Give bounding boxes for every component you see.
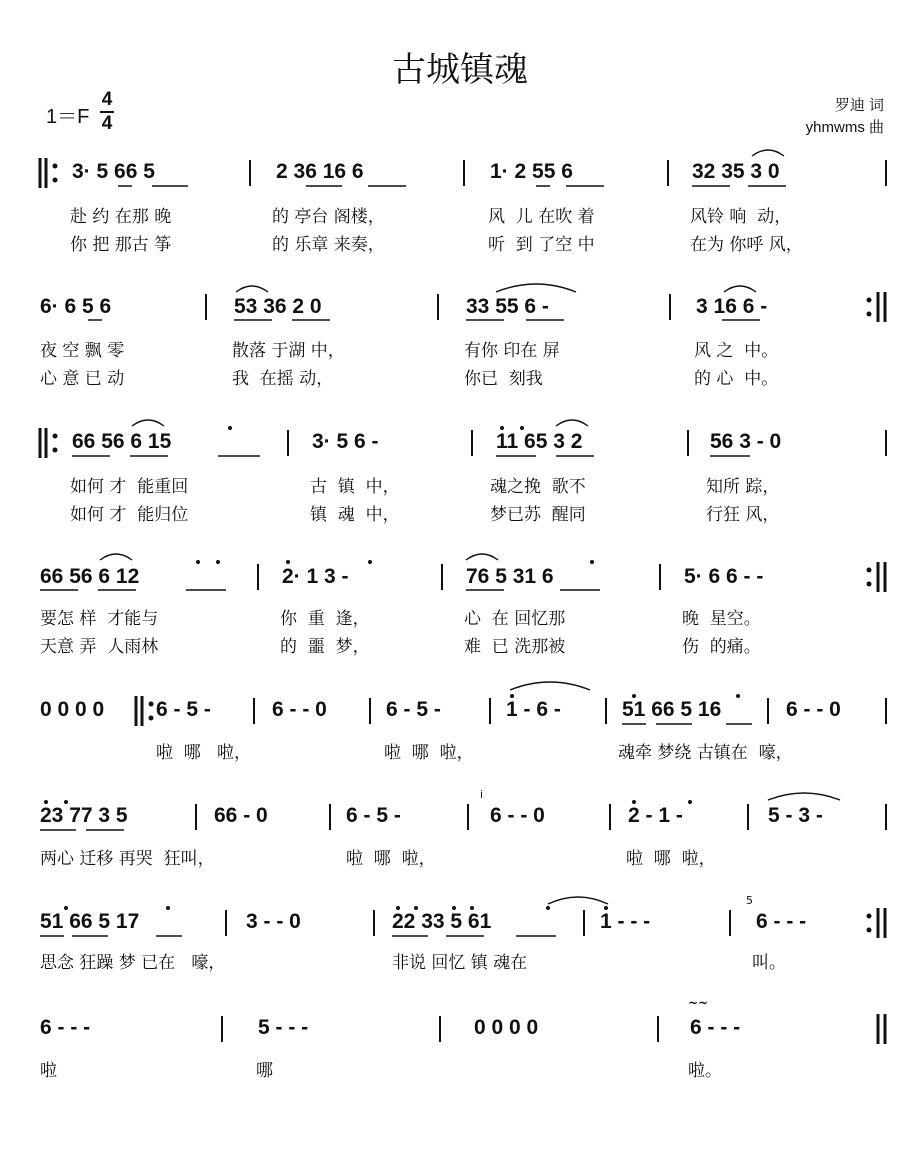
lyric: 哪 [256,1061,273,1081]
lyric: 如何 才 能重回 [70,477,189,497]
measure-25: 66 - 0 [214,804,268,827]
measure-13: 66 56 6 12 [40,565,140,588]
song-title: 古城镇魂 [392,50,528,90]
measure-12: 56 3 - 0 [710,430,782,453]
measure-21: 1 - 6 - [506,698,561,721]
lyric: 天意 弄 人雨林 [40,637,159,657]
measure-35: 6 - - - [40,1016,91,1039]
lyric: 的 噩 梦， [280,637,370,657]
lyricist-credit: 罗迪 词 [834,97,884,114]
measure-10: 3· 5 6 - [312,430,379,453]
measure-14: 2· 1 3 - [282,565,349,588]
lyric: 魂牵 梦绕 古镇在 嚎， [618,743,793,763]
measure-11: 11 65 3 2 [496,430,583,453]
measure-17: 0 0 0 0 [40,698,105,721]
lyric: 镇 魂 中， [310,505,400,525]
measure-4: 32 35 3 0 [692,160,780,183]
lyric: 啦 哪 啦， [346,849,436,869]
measure-32: 22 33 5 61 [392,910,492,933]
key-signature: 1＝F [46,106,90,128]
lyric: 心 在 回忆那 [464,609,566,629]
lyric: 你已 刻我 [464,369,543,389]
lyric: 两心 迁移 再哭 狂叫， [40,849,215,869]
measure-15: 76 5 31 6 [466,565,554,588]
measure-2: 2 36 16 6 [276,160,364,183]
lyric: 风 儿 在吹 着 [488,207,595,227]
measure-31: 3 - - 0 [246,910,301,933]
lyric: 行狂 风， [706,505,780,525]
lyric: 你 把 那古 筝 [70,235,172,255]
measure-33: 1 - - - [600,910,651,933]
lyric: 古 镇 中， [310,477,400,497]
lyric: 啦 哪 啦， [384,743,474,763]
measure-19: 6 - - 0 [272,698,327,721]
lyric: 魂之挽 歌不 [490,477,586,497]
measure-5: 6· 6 5 6 [40,295,112,318]
lyric: 赴 约 在那 晚 [70,207,172,227]
lyric: 听 到 了空 中 [488,235,595,255]
lyric: 你 重 逢， [280,609,370,629]
lyric: 啦。 [688,1061,722,1081]
lyric: 夜 空 飘 零 [40,341,125,361]
measure-23: 6 - - 0 [786,698,841,721]
lyric: 风 之 中。 [694,341,779,361]
measure-6: 53 36 2 0 [234,295,322,318]
measure-36: 5 - - - [258,1016,309,1039]
lyric: 散落 于湖 中， [232,341,345,361]
measure-29: 5 - 3 - [768,804,823,827]
measure-30: 51 66 5 17 [40,910,140,933]
lyric: 啦 [40,1061,57,1081]
time-sig-top: 4 [101,89,113,110]
grace-note: i [480,788,484,801]
lyric: 非说 回忆 镇 魂在 [392,953,528,973]
measure-27: 6 - - 0 [490,804,545,827]
lyric: 要怎 样 才能与 [40,609,159,629]
mordent-ornament: ~~ [688,996,709,1010]
measure-34: 6 - - - [756,910,807,933]
composer-credit: yhmwms 曲 [805,119,884,136]
grace-note: 5 [746,894,753,907]
measure-37: 0 0 0 0 [474,1016,539,1039]
lyric: 有你 印在 屏 [464,341,560,361]
lyric: 的 亭台 阁楼， [272,207,385,227]
measure-38: 6 - - - [690,1016,741,1039]
lyric: 我 在摇 动， [232,369,334,389]
lyric: 啦 哪 啦， [156,743,252,763]
lyric: 风铃 响 动， [690,207,792,227]
lyric: 晚 星空。 [682,609,761,629]
measure-3: 1· 2 55 6 [490,160,573,183]
measure-20: 6 - 5 - [386,698,441,721]
lyric: 如何 才 能归位 [70,505,189,525]
lyric: 梦已苏 醒同 [490,505,586,525]
lyric: 伤 的痛。 [682,637,761,657]
measure-22: 51 66 5 16 [622,698,722,721]
measure-16: 5· 6 6 - - [684,565,764,588]
lyric: 在为 你呼 风， [690,235,803,255]
lyric: 知所 踪， [706,477,780,497]
measure-24: 23 77 3 5 [40,804,128,827]
measure-1: 3· 5 66 5 [72,160,155,183]
lyric: 思念 狂躁 梦 已在 嚎， [40,953,226,973]
measure-18: 6 - 5 - [156,698,211,721]
measure-28: 2 - 1 - [628,804,683,827]
lyric: 的 心 中。 [694,369,779,389]
lyric: 难 已 洗那被 [464,637,566,657]
lyric: 的 乐章 来奏， [272,235,385,255]
lyric: 啦 哪 啦， [626,849,716,869]
lyric: 心 意 已 动 [40,369,125,389]
lyric: 叫。 [752,953,786,973]
measure-26: 6 - 5 - [346,804,401,827]
time-sig-bottom: 4 [101,113,113,134]
measure-8: 3 16 6 - [696,295,768,318]
measure-7: 33 55 6 - [466,295,549,318]
measure-9: 66 56 6 15 [72,430,172,453]
